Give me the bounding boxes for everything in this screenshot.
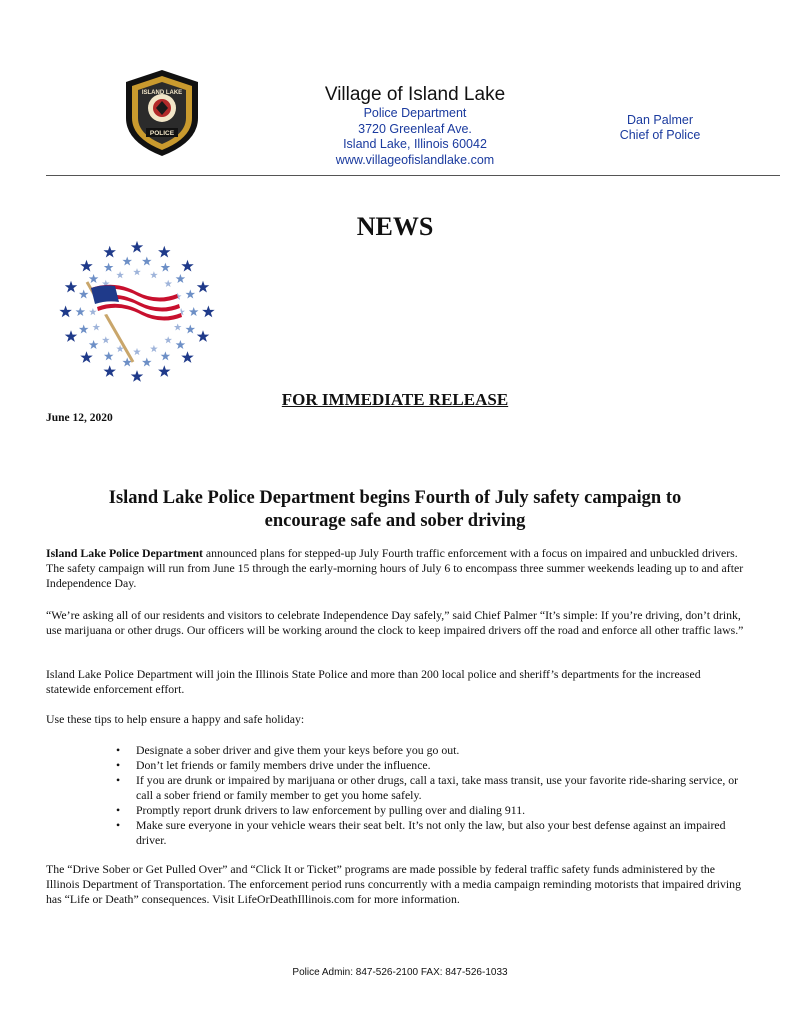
- bullet-icon: •: [116, 818, 121, 832]
- star-icon: [186, 325, 196, 334]
- star-icon: [150, 345, 158, 352]
- bullet-icon: •: [116, 803, 121, 817]
- headline-line-2: encourage safe and sober driving: [264, 511, 526, 531]
- us-flag-icon: [91, 285, 183, 326]
- star-icon: [65, 330, 77, 342]
- star-icon: [133, 348, 141, 355]
- paragraph-2: “We’re asking all of our residents and visitors to celebrate Independence Day safely,” said Chief Palmer “It’s simple: If you’re driving, don’t drink, use marijuana or other drugs. Our officers will be working around the clock to keep impaired drivers off the road and enforce all other traffic laws.”: [46, 608, 744, 637]
- chief-block: [600, 113, 720, 143]
- news-heading: NEWS: [356, 212, 434, 241]
- village-title: Village of Island Lake: [324, 84, 506, 105]
- star-icon: [89, 340, 99, 349]
- star-icon: [161, 351, 171, 360]
- star-icon: [133, 268, 141, 275]
- star-icon: [164, 280, 172, 287]
- star-icon: [131, 370, 143, 382]
- star-icon: [79, 325, 89, 334]
- star-icon: [158, 246, 170, 258]
- star-icon: [161, 263, 171, 272]
- svg-text:POLICE: POLICE: [149, 130, 175, 137]
- star-icon: [131, 241, 143, 253]
- star-icon: [176, 340, 186, 349]
- star-icon: [186, 290, 196, 299]
- star-icon: [189, 307, 199, 316]
- paragraph-1: [46, 546, 746, 591]
- star-icon: [181, 260, 193, 272]
- star-icon: [89, 274, 99, 283]
- bullet-icon: •: [116, 743, 121, 757]
- star-icon: [103, 246, 115, 258]
- star-icon: [104, 351, 114, 360]
- release-label: FOR IMMEDIATE RELEASE: [281, 390, 509, 409]
- header-divider: [46, 175, 780, 176]
- star-icon: [202, 306, 214, 318]
- list-item: [46, 773, 746, 803]
- star-icon: [116, 271, 124, 278]
- chief-title: Chief of Police: [619, 128, 701, 142]
- star-icon: [181, 351, 193, 363]
- star-icon: [104, 263, 114, 272]
- star-icon: [80, 351, 92, 363]
- star-icon: [197, 281, 209, 293]
- city-state-zip: Island Lake, Illinois 60042: [343, 137, 487, 151]
- department-name: Police Department: [363, 106, 467, 120]
- star-icon: [197, 330, 209, 342]
- star-icon: [150, 271, 158, 278]
- police-badge-logo: [122, 68, 202, 158]
- headline: [60, 487, 730, 533]
- paragraph-5: The “Drive Sober or Get Pulled Over” and “Click It or Ticket” programs are made possible by federal traffic safety funds administered by the Illinois Department of Transportation. The enforcement period runs concurrently with a media campaign reminding motorists that impaired driving has “Life or Death” consequences. Visit LifeOrDeathIllinois.com for more information.: [46, 862, 741, 906]
- star-icon: [89, 308, 97, 315]
- star-icon: [122, 257, 132, 266]
- tip-text: If you are drunk or impaired by marijuana or other drugs, call a taxi, take mass transit, use your favorite ride-sharing service, or call a sober friend or family member to get you home safely.: [136, 773, 739, 802]
- website-link[interactable]: www.villageofislandlake.com: [335, 152, 495, 167]
- star-icon: [65, 281, 77, 293]
- star-icon: [76, 307, 86, 316]
- star-icon: [103, 365, 115, 377]
- footer-contact: Police Admin: 847-526-2100 FAX: 847-526-1033: [292, 967, 508, 978]
- star-icon: [92, 323, 100, 330]
- bullet-icon: •: [116, 773, 121, 787]
- svg-text:ISLAND LAKE: ISLAND LAKE: [141, 90, 183, 96]
- street-address: 3720 Greenleaf Ave.: [358, 121, 472, 136]
- star-icon: [176, 274, 186, 283]
- star-icon: [158, 365, 170, 377]
- chief-name: Dan Palmer: [627, 113, 693, 127]
- star-icon: [102, 336, 110, 343]
- tips-list: [46, 743, 746, 848]
- list-item: [46, 743, 746, 758]
- star-icon: [142, 358, 152, 367]
- tip-text: Make sure everyone in your vehicle wears their seat belt. It’s not only the law, but also your best defense against an impaired driver.: [136, 818, 726, 847]
- star-icon: [59, 306, 71, 318]
- paragraph-4: Use these tips to help ensure a happy and safe holiday:: [46, 712, 305, 726]
- bullet-icon: •: [116, 758, 121, 772]
- headline-line-1: Island Lake Police Department begins Fourth of July safety campaign to: [108, 488, 682, 508]
- tip-text: Designate a sober driver and give them your keys before you go out.: [136, 743, 460, 757]
- list-item: [46, 803, 746, 818]
- paragraph-1-body: announced plans for stepped-up July Fourth traffic enforcement with a focus on impaired and unbuckled drivers. The safety campaign will run from June 15 through the early-morning hours of July 6 to encompass three summer weekends leading up to and after Independence Day.: [46, 546, 744, 590]
- list-item: [46, 818, 746, 848]
- tip-text: Promptly report drunk drivers to law enforcement by pulling over and dialing 911.: [136, 803, 526, 817]
- star-icon: [80, 260, 92, 272]
- star-icon: [79, 290, 89, 299]
- flag-stars-illustration: [45, 240, 225, 390]
- letterhead: [300, 84, 530, 168]
- list-item: [46, 758, 746, 773]
- release-date: June 12, 2020: [46, 412, 113, 424]
- paragraph-3: Island Lake Police Department will join the Illinois State Police and more than 200 local police and sheriff’s departments for the increased statewide enforcement effort.: [46, 667, 701, 696]
- tip-text: Don’t let friends or family members drive under the influence.: [136, 758, 431, 772]
- star-icon: [164, 336, 172, 343]
- paragraph-1-lead: Island Lake Police Department: [46, 546, 203, 560]
- star-icon: [142, 257, 152, 266]
